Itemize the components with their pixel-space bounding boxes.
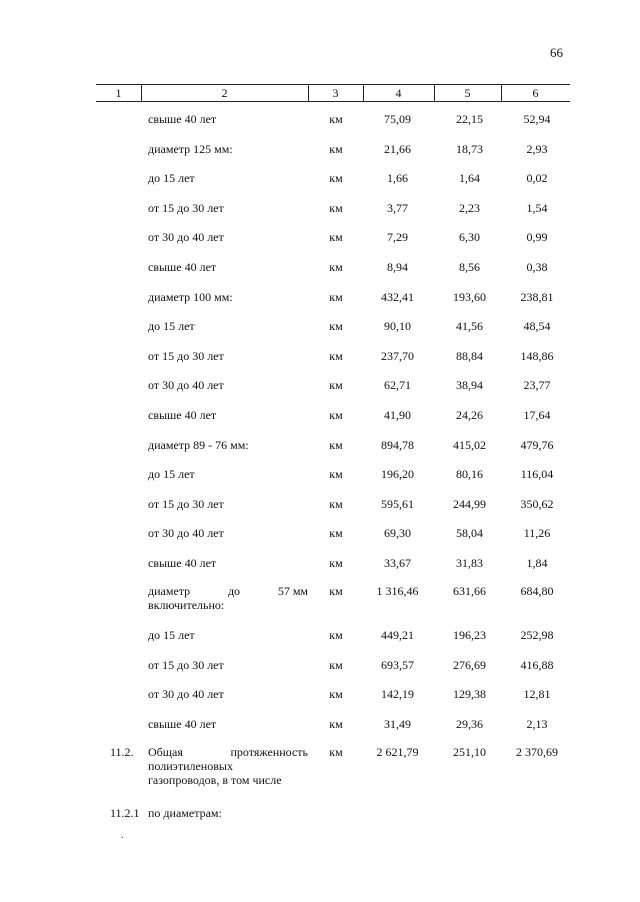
row-value-col6: 416,88 — [520, 657, 554, 672]
row-unit: км — [329, 526, 343, 541]
row-name: свыше 40 лет — [148, 716, 217, 731]
header-col-3: 3 — [332, 86, 339, 100]
row-name: от 30 до 40 лет — [148, 526, 224, 541]
row-name-word: протяженность — [230, 745, 308, 759]
row-value-col4: 1 316,46 — [376, 584, 419, 598]
row-name: свыше 40 лет — [148, 112, 217, 126]
row-name: от 15 до 30 лет — [148, 200, 224, 215]
row-value-col6: 238,81 — [520, 289, 554, 304]
row-name: свыше 40 лет — [148, 408, 217, 422]
row-value-col6: 52,94 — [523, 112, 551, 126]
row-value-col4: 432,41 — [381, 289, 414, 304]
row-unit: км — [329, 745, 343, 759]
row-unit: км — [329, 408, 343, 422]
row-name: от 30 до 40 лет — [148, 687, 224, 701]
row-value-col4: 2 621,79 — [376, 745, 419, 759]
row-name-word: диаметр — [148, 584, 191, 598]
row-value-col5: 41,56 — [456, 319, 483, 334]
row-unit: км — [329, 200, 343, 215]
row-unit: км — [329, 319, 343, 334]
row-name: до 15 лет — [148, 628, 195, 642]
row-unit: км — [329, 437, 343, 452]
row-unit: км — [329, 171, 343, 186]
row-value-col6: 48,54 — [523, 319, 551, 334]
row-value-col4: 90,10 — [384, 319, 411, 334]
row-value-col5: 276,69 — [453, 657, 486, 672]
row-value-col5: 244,99 — [453, 496, 486, 511]
row-value-col5: 29,36 — [456, 716, 483, 731]
row-name: диаметр 89 - 76 мм: — [148, 437, 249, 452]
row-unit: км — [329, 230, 343, 245]
row-value-col5: 6,30 — [459, 230, 480, 245]
row-name: до 15 лет — [148, 319, 195, 334]
row-number: 11.2. — [110, 745, 134, 759]
row-unit: км — [329, 657, 343, 672]
row-unit: км — [329, 141, 343, 156]
row-unit: км — [329, 716, 343, 731]
row-value-col6: 2,13 — [526, 716, 548, 731]
row-name-line3: газопроводов, в том числе — [148, 773, 282, 787]
row-value-col5: 38,94 — [456, 378, 483, 393]
row-value-col5: 196,23 — [453, 628, 486, 642]
row-value-col5: 58,04 — [456, 526, 483, 541]
row-name: от 30 до 40 лет — [148, 378, 224, 393]
header-col-2: 2 — [221, 86, 228, 100]
row-name: свыше 40 лет — [148, 556, 217, 570]
row-value-col5: 22,15 — [456, 112, 483, 126]
row-value-col6: 0,38 — [526, 260, 548, 274]
row-value-col6: 2 370,69 — [516, 745, 558, 759]
row-unit: км — [329, 289, 343, 304]
row-name-line1 — [148, 584, 308, 598]
row-unit: км — [329, 112, 343, 126]
row-name — [148, 745, 308, 787]
row-value-col4: 196,20 — [381, 467, 414, 482]
row-value-col5: 18,73 — [456, 141, 483, 156]
row-unit: км — [329, 687, 343, 701]
row-value-col4: 693,57 — [381, 657, 414, 672]
row-value-col6: 0,02 — [526, 171, 548, 186]
row-value-col4: 894,78 — [381, 437, 414, 452]
row-name — [148, 584, 308, 612]
header-col-4: 4 — [395, 86, 402, 100]
row-value-col4: 62,71 — [384, 378, 411, 393]
row-value-col5: 31,83 — [456, 556, 483, 570]
row-value-col4: 8,94 — [387, 260, 408, 274]
row-value-col6: 17,64 — [523, 408, 551, 422]
row-name-line2: полиэтиленовых — [148, 759, 233, 773]
row-value-col6: 12,81 — [523, 687, 551, 701]
page-number: 66 — [550, 45, 563, 60]
row-unit: км — [329, 260, 343, 274]
row-name: свыше 40 лет — [148, 260, 217, 274]
row-value-col5: 631,66 — [453, 584, 486, 598]
row-value-col5: 129,38 — [453, 687, 486, 701]
row-value-col5: 24,26 — [456, 408, 483, 422]
header-col-6: 6 — [532, 86, 539, 100]
row-name: от 15 до 30 лет — [148, 657, 224, 672]
row-name: от 15 до 30 лет — [148, 348, 224, 363]
row-name-word: 57 мм — [277, 584, 308, 598]
row-value-col4: 7,29 — [387, 230, 408, 245]
row-unit: км — [329, 348, 343, 363]
row-value-col6: 1,84 — [526, 556, 548, 570]
row-value-col4: 75,09 — [384, 112, 411, 126]
row-name-line1 — [148, 745, 308, 759]
row-name-line2: включительно: — [148, 598, 225, 612]
row-value-col6: 23,77 — [523, 378, 551, 393]
row-value-col4: 21,66 — [384, 141, 411, 156]
row-name: от 30 до 40 лет — [148, 230, 224, 245]
row-value-col5: 8,56 — [459, 260, 480, 274]
row-name-word: Общая — [148, 745, 183, 759]
row-value-col4: 1,66 — [387, 171, 408, 186]
row-name: диаметр 125 мм: — [148, 141, 233, 156]
row-value-col6: 1,54 — [526, 200, 548, 215]
row-value-col5: 2,23 — [459, 200, 480, 215]
row-value-col6: 11,26 — [523, 526, 551, 541]
row-value-col5: 251,10 — [453, 745, 486, 759]
row-name: от 15 до 30 лет — [148, 496, 224, 511]
row-value-col6: 148,86 — [520, 348, 554, 363]
row-value-col5: 88,84 — [456, 348, 483, 363]
row-value-col5: 193,60 — [453, 289, 486, 304]
row-value-col4: 31,49 — [384, 716, 411, 731]
row-unit: км — [329, 467, 343, 482]
row-unit: км — [329, 378, 343, 393]
row-value-col6: 2,93 — [526, 141, 548, 156]
row-name: до 15 лет — [148, 467, 195, 482]
row-unit: км — [329, 556, 343, 570]
row-name: по диаметрам: — [148, 806, 222, 820]
row-value-col4: 142,19 — [381, 687, 414, 701]
row-value-col4: 595,61 — [381, 496, 414, 511]
row-unit: км — [329, 584, 343, 598]
row-value-col4: 237,70 — [381, 348, 414, 363]
row-name-word: до — [227, 584, 241, 598]
header-col-5: 5 — [464, 86, 471, 100]
row-value-col6: 350,62 — [520, 496, 554, 511]
row-value-col4: 41,90 — [384, 408, 411, 422]
row-value-col6: 0,99 — [526, 230, 548, 245]
row-number: 11.2.1 — [110, 806, 140, 820]
header-col-1: 1 — [115, 86, 122, 100]
row-value-col6: 479,76 — [520, 437, 554, 452]
row-name: до 15 лет — [148, 171, 195, 186]
row-value-col6: 684,80 — [520, 584, 554, 598]
row-value-col4: 449,21 — [381, 628, 414, 642]
table-header-row — [96, 84, 570, 102]
row-name: диаметр 100 мм: — [148, 289, 233, 304]
row-value-col6: 252,98 — [520, 628, 554, 642]
row-value-col5: 415,02 — [453, 437, 486, 452]
row-unit: км — [329, 628, 343, 642]
row-value-col6: 116,04 — [520, 467, 554, 482]
row-value-col4: 33,67 — [384, 556, 411, 570]
row-value-col4: 3,77 — [387, 200, 408, 215]
stray-dot: . — [121, 830, 124, 841]
row-value-col5: 80,16 — [456, 467, 483, 482]
row-unit: км — [329, 496, 343, 511]
row-value-col5: 1,64 — [459, 171, 480, 186]
row-value-col4: 69,30 — [384, 526, 411, 541]
